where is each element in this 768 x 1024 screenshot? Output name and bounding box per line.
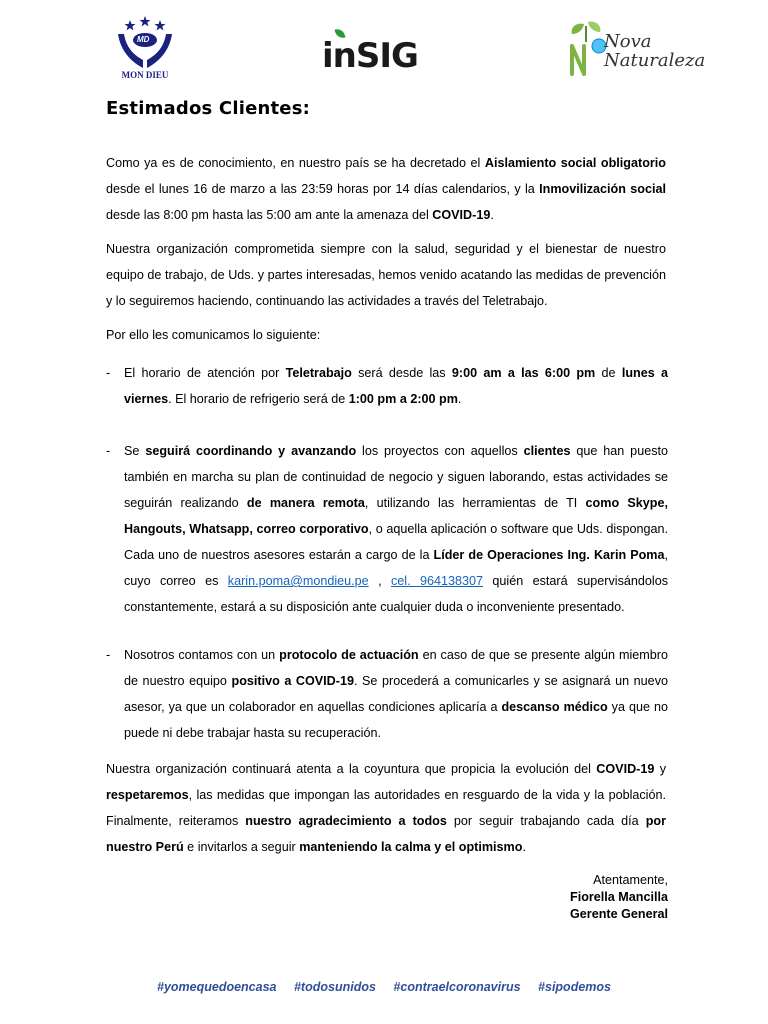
paragraph-announcement: Por ello les comunicamos lo siguiente: [106, 328, 321, 342]
hashtag-footer [0, 980, 768, 994]
bullet-dash: - [106, 648, 111, 662]
bold-text: 9:00 am a las 6:00 pm [451, 366, 596, 380]
signature-greeting: Atentamente, [593, 873, 668, 887]
phone-link[interactable]: cel. 964138307 [390, 574, 483, 588]
bold-text: de manera remota [246, 496, 365, 510]
bullet-item-protocol [106, 642, 668, 746]
bold-text: protocolo de actuación [279, 648, 419, 662]
bullet-text: Se seguirá coordinando y avanzando los proyectos con aquellos clientes que han puesto también en marcha su plan de continuidad de negocio y siguen laborando, estas actividades se seguirán realizando de manera remota, utilizando las herramientas de TI como Skype, Hangouts, Whatsapp, correo corporativo, o aquella aplicación o software que Uds. dispongan. Cada uno de nuestros asesores estarán a cargo de la Líder de Operaciones Ing. Karin Poma, cuyo correo es karin.poma@mondieu.pe , cel. 964138307 quién estará supervisándolos constantemente, estará a su disposición ante cualquier duda o inconveniente presentado. [124, 444, 668, 614]
mondieu-logo [110, 14, 180, 84]
bold-text: clientes [523, 444, 571, 458]
bullet-item-schedule [106, 360, 668, 412]
bullet-dash: - [106, 444, 111, 458]
bold-text: como Skype, Hangouts, Whatsapp, correo corporativo [124, 496, 668, 536]
mondieu-caption: MON DIEU [121, 70, 169, 80]
insig-wordmark: inSIG [322, 36, 418, 76]
bold-text: Aislamiento social obligatorio [484, 156, 666, 170]
bullet-text: El horario de atención por Teletrabajo será desde las 9:00 am a las 6:00 pm de lunes a viernes. El horario de refrigerio será de 1:00 pm a 2:00 pm. [124, 366, 668, 406]
hashtag: #contraelcoronavirus [393, 980, 521, 994]
nova-naturaleza-logo [566, 20, 706, 84]
bold-text: lunes a viernes [124, 366, 668, 406]
hashtag: #todosunidos [293, 980, 376, 994]
bold-text: respetaremos [106, 788, 189, 802]
bold-text: descanso médico [501, 700, 608, 714]
insig-logo [322, 28, 418, 84]
bold-text: positivo a COVID-19 [231, 674, 354, 688]
signature-role: Gerente General [570, 907, 668, 921]
bold-text: seguirá coordinando y avanzando [145, 444, 357, 458]
bold-text: COVID-19 [596, 762, 655, 776]
paragraph-closing: Nuestra organización continuará atenta a la coyuntura que propicia la evolución del COVID-19 y respetaremos, las medidas que impongan las autoridades en resguardo de la vida y la población. Finalmente, reiteramos nuestro agradecimiento a todos por seguir trabajando cada día por nuestro Perú e invitarlos a seguir manteniendo la calma y el optimismo. [106, 762, 666, 854]
bold-text: Inmovilización social [539, 182, 666, 196]
hashtag: #sipodemos [538, 980, 611, 994]
bold-text: Líder de Operaciones Ing. Karin Poma [433, 548, 665, 562]
mondieu-badge: MD [137, 35, 150, 44]
email-link[interactable]: karin.poma@mondieu.pe [227, 574, 369, 588]
bullet-item-remote-work [106, 438, 668, 620]
bullet-dash: - [106, 366, 111, 380]
hashtag: #yomequedoencasa [157, 980, 277, 994]
paragraph-organization: Nuestra organización comprometida siempre con la salud, seguridad y el bienestar de nuestro equipo de trabajo, de Uds. y partes interesadas, hemos venido acatando las medidas de prevención y lo seguiremos haciendo, continuando las actividades a través del Teletrabajo. [106, 242, 666, 308]
signature-name: Fiorella Mancilla [570, 890, 668, 904]
bullet-text: Nosotros contamos con un protocolo de actuación en caso de que se presente algún miembro de nuestro equipo positivo a COVID-19. Se procederá a comunicarles y se asignará un nuevo asesor, ya que un colaborador en aquellas condiciones aplicaría a descanso médico ya que no puede ni debe trabajar hasta su recuperación. [124, 648, 669, 740]
bold-text: Teletrabajo [285, 366, 352, 380]
bold-text: manteniendo la calma y el optimismo [299, 840, 523, 854]
bold-text: nuestro agradecimiento a todos [245, 814, 447, 828]
bold-text: por nuestro Perú [106, 814, 666, 854]
bold-text: 1:00 pm a 2:00 pm [348, 392, 458, 406]
greeting-title: Estimados Clientes: [106, 98, 311, 119]
bold-text: COVID-19 [432, 208, 491, 222]
paragraph-intro: Como ya es de conocimiento, en nuestro país se ha decretado el Aislamiento social obligatorio desde el lunes 16 de marzo a las 23:59 horas por 14 días calendarios, y la Inmovilización social desde las 8:00 pm hasta las 5:00 am ante la amenaza del COVID-19. [106, 156, 666, 222]
nova-naturaleza-wordmark: Nova Naturaleza [604, 31, 706, 71]
signature-block [570, 872, 668, 923]
